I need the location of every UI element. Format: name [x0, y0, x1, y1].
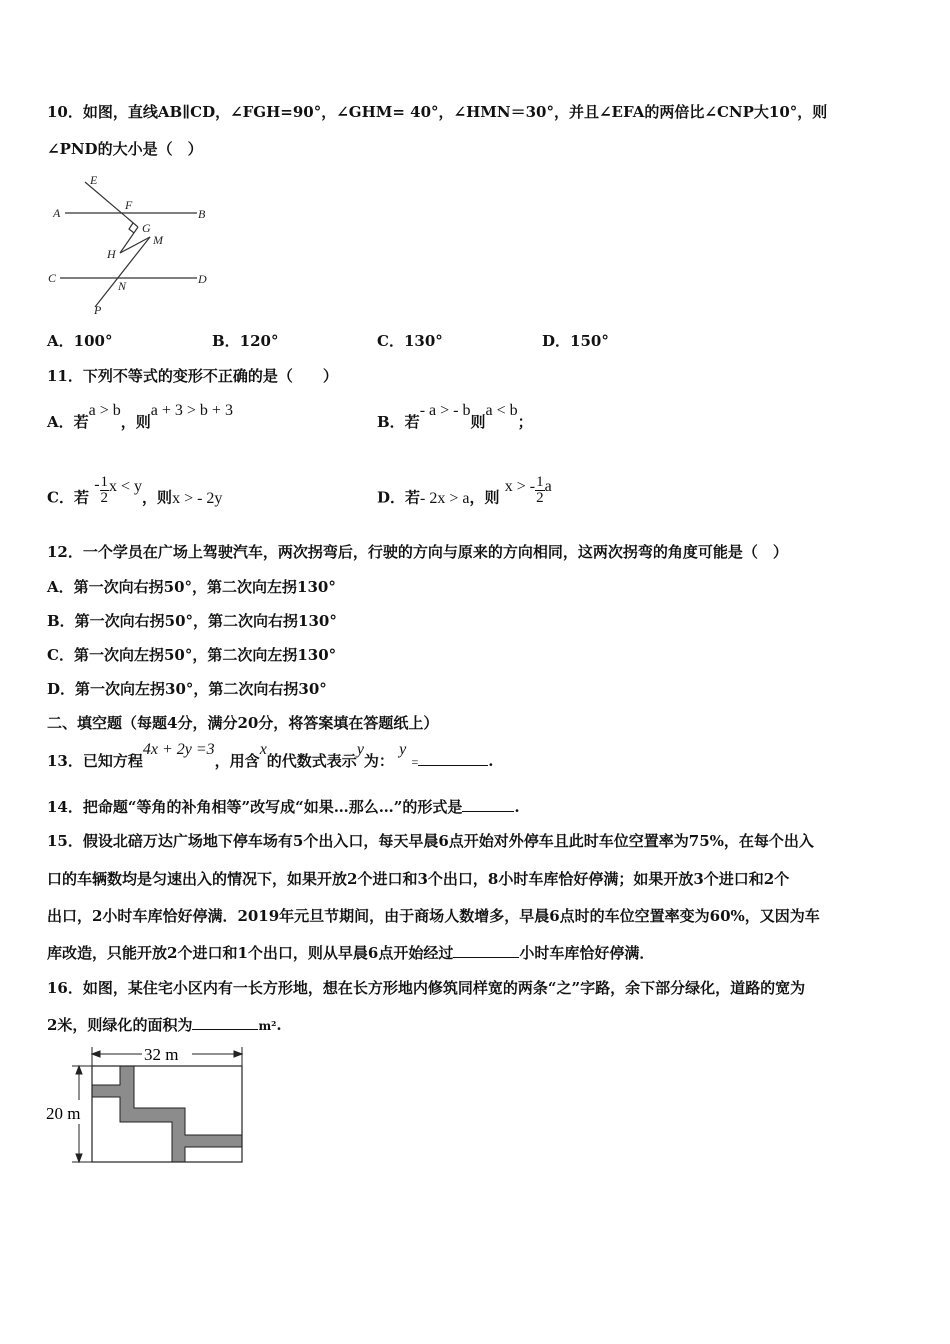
- q11-option-c[interactable]: [47, 474, 223, 514]
- end-mark: .: [488, 752, 494, 770]
- label-c: C: [48, 271, 57, 285]
- equation: 4x + 2y =3: [142, 741, 215, 758]
- q15-line3: 出口，2小时车库恰好停满．2019年元旦节期间，由于商场人数增多，早晨6点时的车位空置率变为60%，又因为车: [47, 907, 820, 925]
- q10-option-a[interactable]: A．100°: [47, 332, 113, 350]
- label-g: G: [142, 221, 151, 235]
- condition: x < y: [109, 477, 143, 495]
- equals: =: [411, 755, 419, 769]
- q14-text: 14．把命题“等角的补角相等”改写成“如果…那么…”的形式是: [47, 798, 463, 816]
- q16-pre: 2米，则绿化的面积为: [47, 1016, 193, 1034]
- q11-option-d[interactable]: [377, 474, 552, 514]
- numerator: 1: [536, 474, 544, 490]
- height-label: 20 m: [46, 1104, 81, 1123]
- fraction-half: [535, 475, 545, 506]
- result-prefix: x > -: [504, 477, 536, 495]
- option-label: D．若: [377, 488, 421, 507]
- var-y-answer: y: [399, 741, 407, 758]
- condition: - 2x > a: [420, 489, 470, 507]
- then-word: ，则: [469, 488, 500, 507]
- label-d: D: [198, 272, 207, 286]
- line-mp: [95, 237, 150, 307]
- condition: a > b: [88, 402, 121, 419]
- q15-pre: 库改造，只能开放2个进口和1个出口，则从早晨6点开始经过: [47, 944, 454, 962]
- answer-blank[interactable]: [192, 1015, 258, 1030]
- q10-option-c[interactable]: C．130°: [377, 332, 443, 350]
- q16-figure: [0, 1040, 260, 1170]
- label-a: A: [53, 206, 61, 220]
- answer-blank[interactable]: [453, 943, 519, 958]
- q15-line1: 15．假设北碚万达广场地下停车场有5个出入口，每天早晨6点开始对外停车且此时车位空置率为75%，在每个出入: [47, 832, 814, 850]
- right-angle-mark: [129, 223, 134, 233]
- numerator: 1: [100, 474, 109, 490]
- q12-stem: 12．一个学员在广场上驾驶汽车，两次拐弯后，行驶的方向与原来的方向相同，这两次拐弯的角度可能是（ ）: [47, 543, 788, 561]
- section-heading: 二、填空题（每题4分，满分20分，将答案填在答题纸上）: [47, 714, 439, 732]
- fraction-half: [100, 475, 110, 506]
- result: a + 3 > b + 3: [150, 402, 233, 419]
- q15-post: 小时车库恰好停满．: [519, 944, 655, 962]
- minus-sign: -: [94, 475, 100, 493]
- q13-mid: ，用含: [214, 752, 260, 770]
- then-word: ，则: [120, 413, 151, 431]
- q10-option-d[interactable]: D．150°: [542, 332, 609, 350]
- q10-option-b[interactable]: B．120°: [212, 332, 279, 350]
- q14: [47, 797, 520, 817]
- q11-option-a[interactable]: [47, 402, 233, 433]
- q11-stem: 11．下列不等式的变形不正确的是（ ）: [47, 367, 338, 385]
- zigzag-road: [92, 1066, 242, 1162]
- label-p: P: [94, 303, 102, 317]
- answer-blank[interactable]: [418, 751, 488, 766]
- result-suffix: a: [544, 477, 552, 495]
- label-f: F: [125, 198, 133, 212]
- q12-option-c[interactable]: C．第一次向左拐50°，第二次向左拐130°: [47, 646, 337, 664]
- q16-line2: [47, 1015, 282, 1036]
- label-b: B: [198, 207, 206, 221]
- option-label: A．若: [47, 413, 89, 431]
- then-word: ，则: [142, 488, 173, 507]
- q10-figure: [0, 0, 250, 330]
- q13-pre: 13．已知方程: [47, 752, 143, 770]
- end-mark: .: [276, 1016, 282, 1034]
- q13: [47, 741, 494, 772]
- width-label: 32 m: [144, 1045, 179, 1064]
- q15-line2: 口的车辆数均是匀速出入的情况下，如果开放2个进口和3个出口，8小时车库恰好停满；如果开放3个进口和2个: [47, 870, 790, 888]
- line-gh: [120, 227, 138, 253]
- q12-option-a[interactable]: A．第一次向右拐50°，第二次向左拐130°: [47, 578, 336, 596]
- label-e: E: [90, 173, 98, 187]
- q16-line1: 16．如图，某住宅小区内有一长方形地，想在长方形地内修筑同样宽的两条“之”字路，余下部分绿化，道路的宽为: [47, 979, 806, 997]
- q15-line4: [47, 943, 654, 963]
- q10-stem-line2: ∠PND的大小是（ ）: [47, 140, 203, 158]
- q11-option-b[interactable]: [377, 402, 533, 433]
- var-y: y: [356, 741, 364, 758]
- end-mark: ；: [517, 413, 533, 431]
- end-mark: .: [514, 798, 520, 816]
- unit: m²: [258, 1019, 277, 1033]
- var-x: x: [259, 741, 267, 758]
- option-label: C．若: [47, 488, 89, 507]
- option-label: B．若: [377, 413, 420, 431]
- answer-blank[interactable]: [462, 797, 514, 812]
- denominator: 2: [536, 490, 544, 506]
- condition: - a > - b: [419, 402, 471, 419]
- line-hm: [120, 237, 150, 253]
- q13-mid3: 为：: [363, 752, 394, 770]
- result: a < b: [485, 402, 518, 419]
- result: x > - 2y: [172, 489, 223, 507]
- q12-option-d[interactable]: D．第一次向左拐30°，第二次向右拐30°: [47, 680, 327, 698]
- label-h: H: [107, 247, 116, 261]
- label-m: M: [153, 233, 163, 247]
- q12-option-b[interactable]: B．第一次向右拐50°，第二次向右拐130°: [47, 612, 337, 630]
- label-n: N: [118, 279, 127, 293]
- q10-stem-line1: 10．如图，直线AB∥CD，∠FGH=90°，∠GHM= 40°，∠HMN＝30°，并且∠EFA的两倍比∠CNP大10°，则: [47, 103, 828, 121]
- q13-mid2: 的代数式表示: [266, 752, 357, 770]
- then-word: 则: [470, 413, 486, 431]
- denominator: 2: [100, 490, 109, 506]
